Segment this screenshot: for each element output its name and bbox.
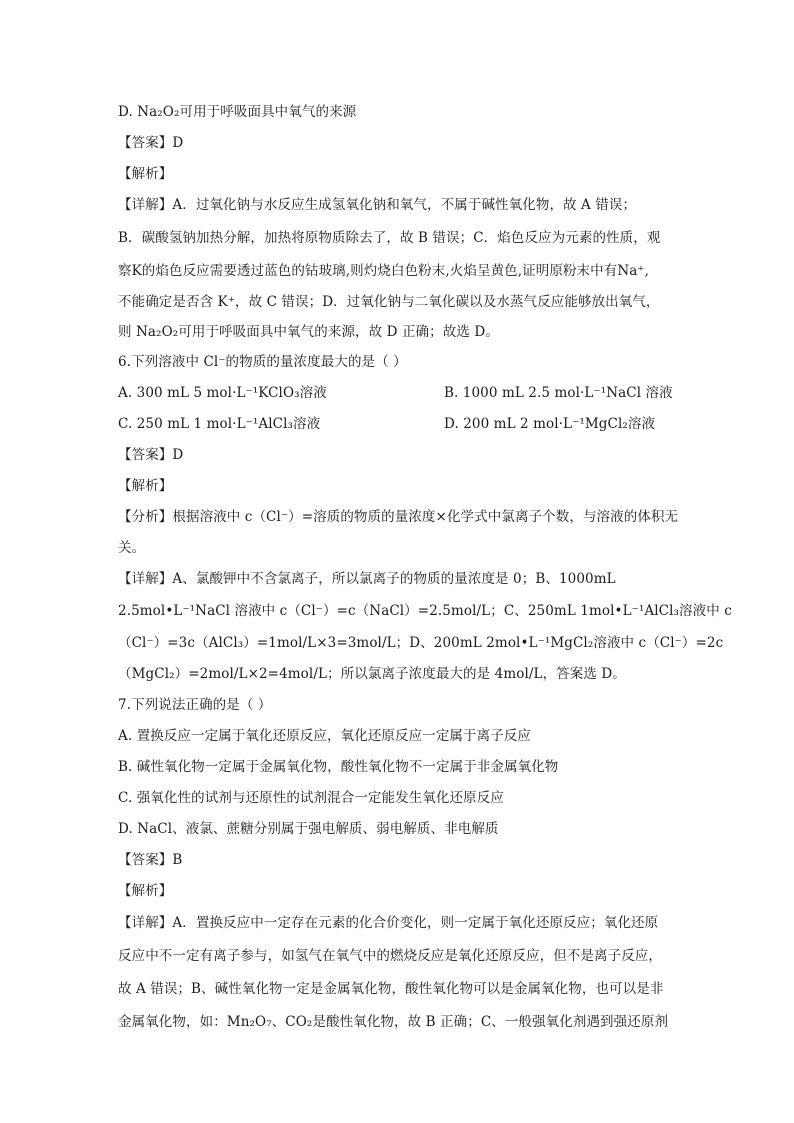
explanation-line: （MgCl₂）=2mol/L×2=4mol/L；所以氯离子浓度最大的是 4mol/L，答案选 D。 [118, 666, 626, 682]
explanation-line: 【详解】A．置换反应中一定存在元素的化合价变化，则一定属于氧化还原反应；氧化还原 [118, 915, 659, 931]
q7-option-b: B. 碱性氧化物一定属于金属氧化物，酸性氧化物不一定属于非金属氧化物 [118, 759, 559, 775]
explanation-line: （Cl⁻）=3c（AlCl₃）=1mol/L×3=3mol/L；D、200mL 2mol•L⁻¹MgCl₂溶液中 c（Cl⁻）=2c [118, 635, 724, 651]
explanation-line: 察K的焰色反应需要透过蓝色的钴玻璃,则灼烧白色粉末,火焰呈黄色,证明原粉末中有Na⁺, [118, 263, 650, 279]
explanation-line: 金属氧化物，如：Mn₂O₇、CO₂是酸性氧化物，故 B 正确；C、一般强氧化剂遇到强还原剂 [118, 1014, 669, 1030]
analysis-line: 关。 [118, 540, 146, 556]
option-d-q5: D. Na₂O₂可用于呼吸面具中氧气的来源 [118, 104, 357, 120]
q6-option-a: A. 300 mL 5 mol·L⁻¹KClO₃溶液 [118, 385, 327, 401]
explanation-line: 则 Na₂O₂可用于呼吸面具中氧气的来源，故 D 正确；故选 D。 [118, 324, 499, 340]
analysis-label-q7: 【解析】 [118, 883, 173, 899]
explanation-line: B．碳酸氢钠加热分解，加热将原物质除去了，故 B 错误；C．焰色反应为元素的性质，观 [118, 230, 661, 246]
answer-label-q7: 【答案】B [118, 852, 183, 868]
q7-option-c: C. 强氧化性的试剂与还原性的试剂混合一定能发生氧化还原反应 [118, 790, 504, 806]
q7-option-a: A. 置换反应一定属于氧化还原反应，氧化还原反应一定属于离子反应 [118, 728, 532, 744]
q6-option-c: C. 250 mL 1 mol·L⁻¹AlCl₃溶液 [118, 416, 321, 432]
explanation-line: 不能确定是否含 K⁺，故 C 错误；D．过氧化钠与二氧化碳以及水蒸气反应能够放出氧气， [118, 294, 660, 310]
explanation-line: 【详解】A、氯酸钾中不含氯离子，所以氯离子的物质的量浓度是 0；B、1000mL [118, 571, 616, 587]
question-7-stem: 7.下列说法正确的是（ ） [118, 697, 272, 713]
q6-option-b: B. 1000 mL 2.5 mol·L⁻¹NaCl 溶液 [444, 385, 673, 401]
q6-option-d: D. 200 mL 2 mol·L⁻¹MgCl₂溶液 [444, 416, 656, 432]
answer-label-q5: 【答案】D [118, 135, 184, 151]
explanation-line: 反应中不一定有离子参与，如氢气在氧气中的燃烧反应是氧化还原反应，但不是离子反应， [118, 948, 662, 964]
explanation-line: 【详解】A．过氧化钠与水反应生成氢氧化钠和氧气，不属于碱性氧化物，故 A 错误； [118, 197, 637, 213]
answer-label-q6: 【答案】D [118, 447, 184, 463]
analysis-label-q5: 【解析】 [118, 166, 173, 182]
question-6-stem: 6.下列溶液中 Cl⁻的物质的量浓度最大的是（ ） [118, 354, 407, 370]
explanation-line: 故 A 错误；B、碱性氧化物一定是金属氧化物，酸性氧化物可以是金属氧化物，也可以是非 [118, 981, 664, 997]
analysis-line: 【分析】根据溶液中 c（Cl⁻）=溶质的物质的量浓度×化学式中氯离子个数，与溶液的体积无 [118, 509, 679, 525]
explanation-line: 2.5mol•L⁻¹NaCl 溶液中 c（Cl⁻）=c（NaCl）=2.5mol/L；C、250mL 1mol•L⁻¹AlCl₃溶液中 c [118, 603, 732, 619]
q7-option-d: D. NaCl、液氯、蔗糖分别属于强电解质、弱电解质、非电解质 [118, 821, 499, 837]
analysis-label-q6: 【解析】 [118, 478, 173, 494]
